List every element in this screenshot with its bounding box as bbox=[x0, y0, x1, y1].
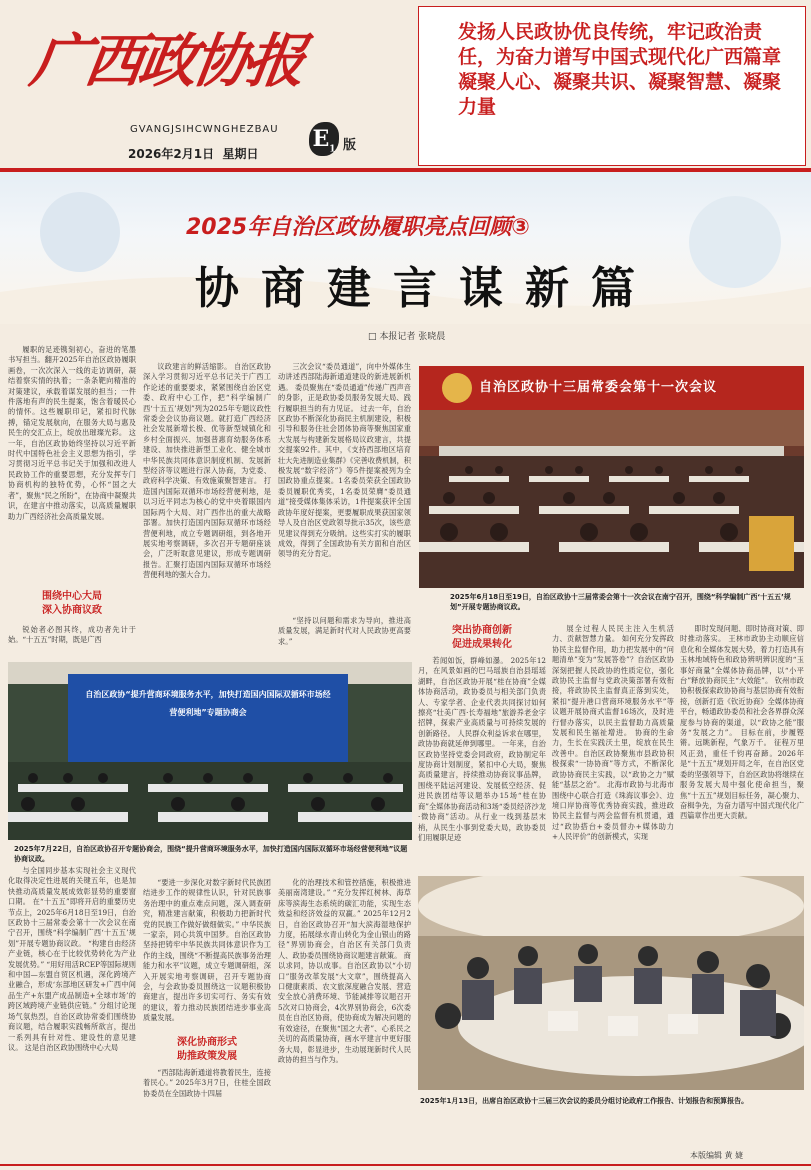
banner-title: 协商建言谋新篇 bbox=[195, 263, 657, 314]
article-column-3b: “坚持以问题和需求为导向，推进高质量发展，满足新时代对人民政协更高要求。” bbox=[278, 616, 411, 646]
subhead-2: 突出协商创新 促进成果转化 bbox=[452, 625, 512, 650]
edition-badge bbox=[305, 122, 371, 158]
article-column-9: “要进一步深化对数字新时代民族团结进步工作的规律性认识，针对民族事务治理中的重点难点问题，深入调查研究，精准建言献策，积极助力把新时代党的民族工作做好做细做实。” 中华民族一家亲，同心共筑中国梦。自治区政协坚持把铸牢中华民族共同体意识作为工作的主线，围绕“不断提高民族事务治理能力和水平”议题，成立专题调研组，深入开展实地考察调研，召开专题协商会，与会政协委员围绕这一议题积极协商建言，提出许多切实可行、务实有效的建议，着力推动民族团结进步事业高质量发展。 bbox=[143, 878, 271, 1023]
article-column-7: 即时发现问题、即时协商对策、即时推动落实。 王林市政协主动顺应信息化和全媒体发展大势，着力打造具有玉林地域特色和政协辨明辨识度的“玉事好商量”全媒体协商品牌，以“小平台”释放协商民主“大效能”。 钦州市政协积极探索政协协商与基层协商有效衔接，创新打造《钦近协商》全媒体协商平台，畅通政协委员和社会各界群众深度参与协商的渠道，以“政协之能”服务“发展之力”。 目标在前，步履铿锵。远眺新程，气象万千。 征程万里风正劲，重任千钧再奋蹄。2026年是“十五五”规划开局之年，在自治区党委的坚强领导下，自治区政协将继续在服务发展大局中强化使命担当，聚焦“十五五”规划目标任务，凝心聚力、奋楫争先，为奋力谱写中国式现代化广西篇章作出更大贡献。 bbox=[680, 624, 804, 821]
photo3-caption: 2025年1月13日，出席自治区政协十三届三次会议的委员分组讨论政府工作报告、计划报告和预算报告。 bbox=[420, 1097, 749, 1105]
masthead-pinyin: GVANGJSIHCWNGHEZBAU bbox=[130, 124, 279, 135]
article-column-3: 三次会议“委员通道”，向中外媒体生动讲述西部陆海新通道建设的新进展新机遇。 委员聚焦在“委员通道”传递广西声音的身影，正是政协委员服务发展大局、践行履职担当的有力见证。 过去一年，自治区政协不断深化协商民主机制建设，积极引导和服务住社会团体协商等聚焦国家重大发展与构建新发展格局议政建言，共提交提案92件。其中，《支持西部地区培育壮大先进制造业集群》《完善收费机制，积极发展“数字经济”》等5件提案被列为全国政协重点提案。1名委员荣获全国政协委员履职优秀奖，1名委员荣膺“委员通道”接受媒体集体采访，1件提案获评全国政协年度好提案，更要履职成果获国家领导人及自治区党政领导批示35次，该些意见建议得到充分吸纳。这些实打实的履职成效，得到了全国政协有关方面和自治区领导的充分肯定。 bbox=[278, 362, 411, 559]
edition-letter: $E_1$ bbox=[309, 122, 339, 156]
subhead-3: 深化协商形式 助推政策发展 bbox=[177, 1037, 237, 1062]
article-column-1b: 锐始者必图其终，成功者先计于始。“十五五”时期，既是广西 bbox=[8, 625, 136, 645]
photo1-banner-text: 自治区政协十三届常委会第十一次会议 bbox=[479, 380, 718, 395]
issue-date: 2026年2月1日 星期日 bbox=[128, 147, 259, 161]
article-column-8: 与全国同步基本实现社会主义现代化取得决定性进展的关键五年，也是加快推动高质量发展成效彰显势的重要窗口期。 在“十五五”即将开启的重要历史节点上，2025年6月18日至19日，自治区政协十三届常委会第十一次会议在南宁召开，围绕“科学编制广西‘十五五’规划”开展专题协商议政。 “构建自由经济产业链，核心在于比较优势转化为产业发展优势。” “用好用活RCEP等国际规则和中国—东盟自贸区机遇，深化跨境产业融合，形成‘东部地区研发+广西中间品生产+东盟产成品制造+全球市场’的跨区域跨境产业链供应链。” 分组讨论现场气氛热烈，自治区政协常委们围绕协商议题，结合履职实践畅所欲言，提出一系列具有针对性、建设性的意见建议。 这是自治区政协围绕中心大局 bbox=[8, 866, 136, 1052]
article-column-9b: “西部陆海新通道将教着民生，连接着民心。” 2025年3月7日，住桂全国政协委员在全国政协十四届 bbox=[143, 1068, 271, 1098]
article-column-2: 议政建言的鲜活缩影。 自治区政协深入学习贯彻习近平总书记关于广西工作论述的重要要求，紧紧围绕自治区党委、政府中心工作，把“科学编制广西‘十五五’规划”列为2025年专题议政性常委会会议协商议题。就打造广西经济社会发展新增长极、优等新型城镇化和乡村全面振兴、加强普惠育幼服务体系建设、加快推进新型工业化、健全城市中华民族共同体意识制度机制、发展新型经济等议题进行深入协商，为党委、政府科学决策、有效施策聚智建言。 打造国内国际双循环市场经营便利地，是以习近平同志为核心的党中央着眼国内国际两个大局、对广西作出的重大战略部署。加快打造国内国际双循环市场经营便利地，成立专题调研组，到各地开展实地考察调研，多次召开专题研座谈会，广泛听取意见建议，形成专题调研报告。汇聚打造国内国际双循环市场经营便利地的强大合力。 bbox=[143, 362, 271, 580]
photo-group-discussion-image bbox=[418, 876, 804, 1090]
article-column-5: 若闻如饭，群峰如瀑。 2025年12月，在风景如画的巴马瑶族自治县瑶瑶湖畔，自治区政协开展“桂在协商”全媒体协商活动，政协委员与相关部门负责人、专家学者、企业代表共同探讨如何擦亮“壮美广西·长寿福地”旅游养老金字招牌，探索产业高质量与可持续发展的创新路径。 人民群众利益诉求在哪里，政协协商就延伸到哪里。 一年来，自治区政协坚持党委会同政府，政协制定年度协商计划制度，紧扣中心大局，聚焦高质量建言，持续推动协商议事品牌，围绕平陆运河建设、发展低空经济、促进民族团结等议题举办15场“桂在协商”全媒体协商活动和3场“委员经济沙龙·微协商”活动。从行业一线到基层末梢，从民生小事到党委大局，政协委员们用履职足迹 bbox=[418, 656, 546, 842]
photo2-screen-text: 自治区政协“提升营商环境服务水平，加快打造国内国际双循环市场经营便利地”专题协商会 bbox=[85, 690, 331, 717]
byline: □ 本报记者 张晓晨 bbox=[368, 332, 446, 342]
photo-standing-committee bbox=[419, 366, 804, 588]
photo-group-discussion bbox=[418, 876, 804, 1090]
article-column-6: 展全过程人民民主注入生机活力、贡献智慧力量。 如何充分发挥政协民主监督作用，助力把发展中的“问题清单”变为“发展答卷”？自治区政协深刻把握人民政协的性质定位，强化政协民主监督与党政决策部署有效衔接，将政协民主监督真正落到实处，紧扣“提升港口营商环境服务水平”等议题开展协商式监督16场次，及时进行督办落实，以民主监督助力高质量发展和民生福祉增进。 协商的生命力，生长在实践沃土里，绽放在民生改善中。自治区政协聚焦市县政协积极探索“一协协商”等方式，不断深化政协协商民主实践，以“政协之力”赋能“基层之治”。 北海市政协与北海市围绕中心联合打造《珠海议事会》、边境口岸协商等优秀协商实践，推进政协民主监督与两会监督有机贯通，通过“政协搭台+委员督办+媒体助力+人民评价”的创新模式，实现 bbox=[552, 624, 674, 842]
subhead-1: 围绕中心大局 深入协商议政 bbox=[42, 591, 102, 616]
article-column-1: 履职的足迹镌刻初心，奋进的笔墨书写担当。翻开2025年自治区政协履职画卷，一次次深入一线的走访调研，凝结着察实情的执着；一条条靶向精准的对策建议，承载着谋发展的担当；一件件落地有声的民生提案，饱含着暖民心的情怀。这些履职印记，紧扣时代脉搏，锚定发展航向，在服务大局与惠及民生的交汇点上，绽放出璀璨光彩。 这一年，自治区政协始终坚持以习近平新时代中国特色社会主义思想为指引，学习贯彻习近平总书记关于加强和改进人民政协工作的重要思想，充分发挥专门协商机构的独特优势，心怀“国之大者”，聚焦“民之所盼”，在协商中凝聚共识，在建言中推动落实，以高质量履职助力广西经济社会高质量发展。 bbox=[8, 345, 136, 521]
photo-special-consultation bbox=[8, 662, 412, 840]
banner-subtitle: 2025年自治区政协履职亮点回顾③ bbox=[186, 215, 530, 240]
masthead bbox=[22, 14, 367, 134]
slogan-text: 发扬人民政协优良传统，牢记政治责任，为奋力谱写中国式现代化广西篇章凝聚人心、凝聚共识、凝聚智慧、凝聚力量 bbox=[458, 21, 782, 118]
masthead-title: 广西政协报 bbox=[26, 27, 307, 95]
photo2-caption: 2025年7月22日，自治区政协召开专题协商会，围绕“提升营商环境服务水平，加快打造国内国际双循环市场经营便利地”议题协商议政。 bbox=[14, 845, 408, 863]
footer-editor: 本版编辑 黄 婕 bbox=[690, 1151, 744, 1160]
footer-rule bbox=[0, 1164, 811, 1166]
article-column-10: 化的治理技术和管控措施，积极推进美丽南湾建设。” “充分发挥红树林、海草床等滨海生态系统的碳汇功能，实现生态效益和经济效益的双赢。” 2025年12月2日，自治区政协召开“加大滨海湿地保护力度，拓展绿水青山转化为金山银山的路径”界别协商会，自治区有关部门负责人、政协委员围绕协商议题建言献策。 商以求同，协以成事。自治区政协以“小切口”服务改革发展“大文章”，围绕提高入口健康素质、农文旅深度融合发展、营造安全放心消费环境、节能减排等议题召开5次对口协商会，4次界别协商会，6次委员在自治区协商，使协商成为解决问题的有效途径，在聚焦“国之大者”、心系民之关切的高质量协商，画水平建言中更好服务大局，彰显进步，生动展现新时代人民政协的担当与作为。 bbox=[278, 878, 411, 1064]
photo-standing-committee-image bbox=[419, 366, 804, 588]
edition-suffix: 版 bbox=[343, 138, 357, 153]
photo1-caption: 2025年6月18日至19日，自治区政协十三届常委会第十一次会议在南宁召开，围绕“科学编制广西‘十五五’规划”开展专题协商议政。 bbox=[450, 593, 791, 611]
